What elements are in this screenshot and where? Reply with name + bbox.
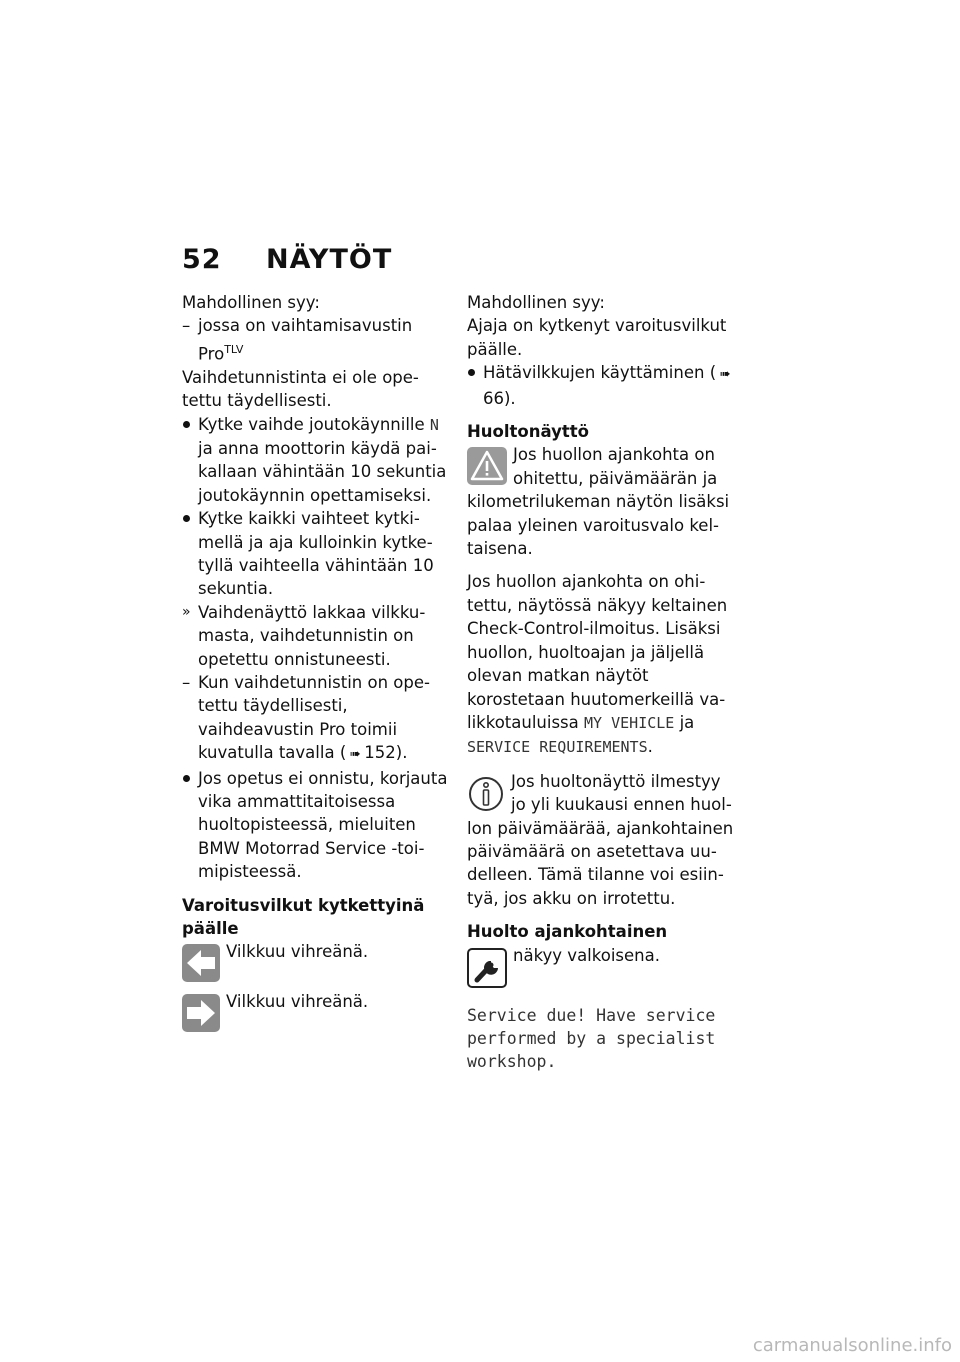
- para2-and: ja: [679, 712, 695, 732]
- bullet1-rest: ja anna moottorin käydä paikallaan vähintään 10 sekuntia joutokäynnin opettamiseksi.: [198, 438, 447, 505]
- right-column: [467, 291, 735, 1073]
- bullet3-text: Jos opetus ei onnistu, korjauta vika ammattitaitoisessa huoltopisteessä, mieluiten BMW Motorrad Service -toimipisteessä.: [198, 768, 448, 882]
- bullet-item: [467, 361, 735, 410]
- paragraph: [467, 570, 735, 759]
- warning-text: Jos huollon ajankohta on ohitettu, päivämäärän ja kilometrilukeman näytön lisäksi palaa yleinen varoitusvalo keltaisena.: [467, 445, 730, 559]
- paragraph: Ajaja on kytkenyt varoitusvilkut päälle.: [467, 316, 727, 359]
- left-arrow-text: Vilkkuu vihreänä.: [226, 942, 369, 962]
- warning-triangle-icon: [467, 447, 507, 485]
- dash-item: – jossa on vaihtamisavustin Pro$^{TLV}$: [182, 316, 413, 364]
- dash2-text: Kun vaihdetunnistin on opetettu täydellisesti, vaihdeavustin Pro toimii kuvatulla tavalla (: [198, 673, 430, 763]
- para2-text: Jos huollon ajankohta on ohitettu, näytössä näkyy keltainen Check-Control-ilmoitus. Lisäksi huollon, huoltoajan ja jäljellä olevan matkan näytöt korostetaan huutomerkeillä valikkotauluissa: [467, 572, 728, 732]
- page-ref: 152).: [364, 743, 408, 763]
- right-arrow-text: Vilkkuu vihreänä.: [226, 992, 369, 1012]
- left-column: [182, 291, 450, 1034]
- page-header: [182, 244, 392, 275]
- bullet-item: [182, 507, 450, 601]
- left-arrow-row: [182, 940, 450, 984]
- wrench-text: näkyy valkoisena.: [513, 945, 660, 965]
- neutral-code: N: [429, 415, 439, 434]
- cause-label: Mahdollinen syy:: [467, 293, 605, 312]
- tlv-superscript: TLV: [224, 342, 244, 356]
- bullet-item: [182, 767, 450, 884]
- page-ref-arrow-icon: ➠: [719, 367, 731, 383]
- hazard-heading: Varoitusvilkut kytkettyinä päälle: [182, 895, 425, 939]
- page-ref-arrow-icon: ➠: [349, 747, 361, 763]
- paragraph: Vaihdetunnistinta ei ole opetettu täydellisesti.: [182, 367, 419, 411]
- para2-end: .: [647, 737, 653, 757]
- dash1-text: jossa on vaihtamisavustin Pro: [198, 316, 413, 364]
- right-arrow-row: [182, 990, 450, 1034]
- page-ref: 66).: [483, 388, 516, 408]
- info-icon: [467, 774, 505, 814]
- turn-right-arrow-icon: [182, 994, 220, 1032]
- due-heading: Huolto ajankohtainen: [467, 922, 668, 942]
- result-item: [182, 601, 450, 671]
- page-number: 52: [182, 244, 222, 275]
- menu-service-requirements: SERVICE REQUIREMENTS: [467, 738, 648, 757]
- bullet-item: [182, 413, 450, 508]
- bullet-text: Hätävilkkujen käyttäminen (: [483, 363, 717, 383]
- service-display-message: Service due! Have service performed by a specialist workshop.: [467, 1005, 716, 1071]
- watermark: carmanualsonline.info: [752, 1335, 952, 1356]
- wrench-icon: [467, 948, 507, 988]
- wrench-block: [467, 944, 735, 990]
- info-block: [467, 770, 735, 910]
- turn-left-arrow-icon: [182, 944, 220, 982]
- bullet2-text: Kytke kaikki vaihteet kytkimellä ja aja kulloinkin kytketyllä vaihteella vähintään 10 sekuntia.: [198, 509, 434, 599]
- service-heading: Huoltonäyttö: [467, 422, 590, 442]
- cause-label: Mahdollinen syy:: [182, 293, 320, 312]
- section-title: NÄYTÖT: [266, 244, 393, 275]
- info-text: Jos huoltonäyttö ilmestyy jo yli kuukausi ennen huollon päivämäärää, ajankohtainen päivämäärä on asetettava uudelleen. Tämä tilanne voi esiintyä, jos akku on irrotettu.: [467, 771, 734, 908]
- warning-block: [467, 443, 735, 560]
- dash-item: – Kun vaihdetunnistin on opetettu täydellisesti, vaihdeavustin Pro toimii kuvatulla tavalla ( ➠ 152).: [182, 671, 450, 767]
- result-text: Vaihdenäyttö lakkaa vilkkumasta, vaihdetunnistin on opetettu onnistuneesti.: [198, 602, 426, 669]
- result-arrow-icon: »: [182, 603, 191, 620]
- bullet1-text: Kytke vaihde joutokäynnille: [198, 414, 425, 434]
- menu-my-vehicle: MY VEHICLE: [584, 713, 675, 732]
